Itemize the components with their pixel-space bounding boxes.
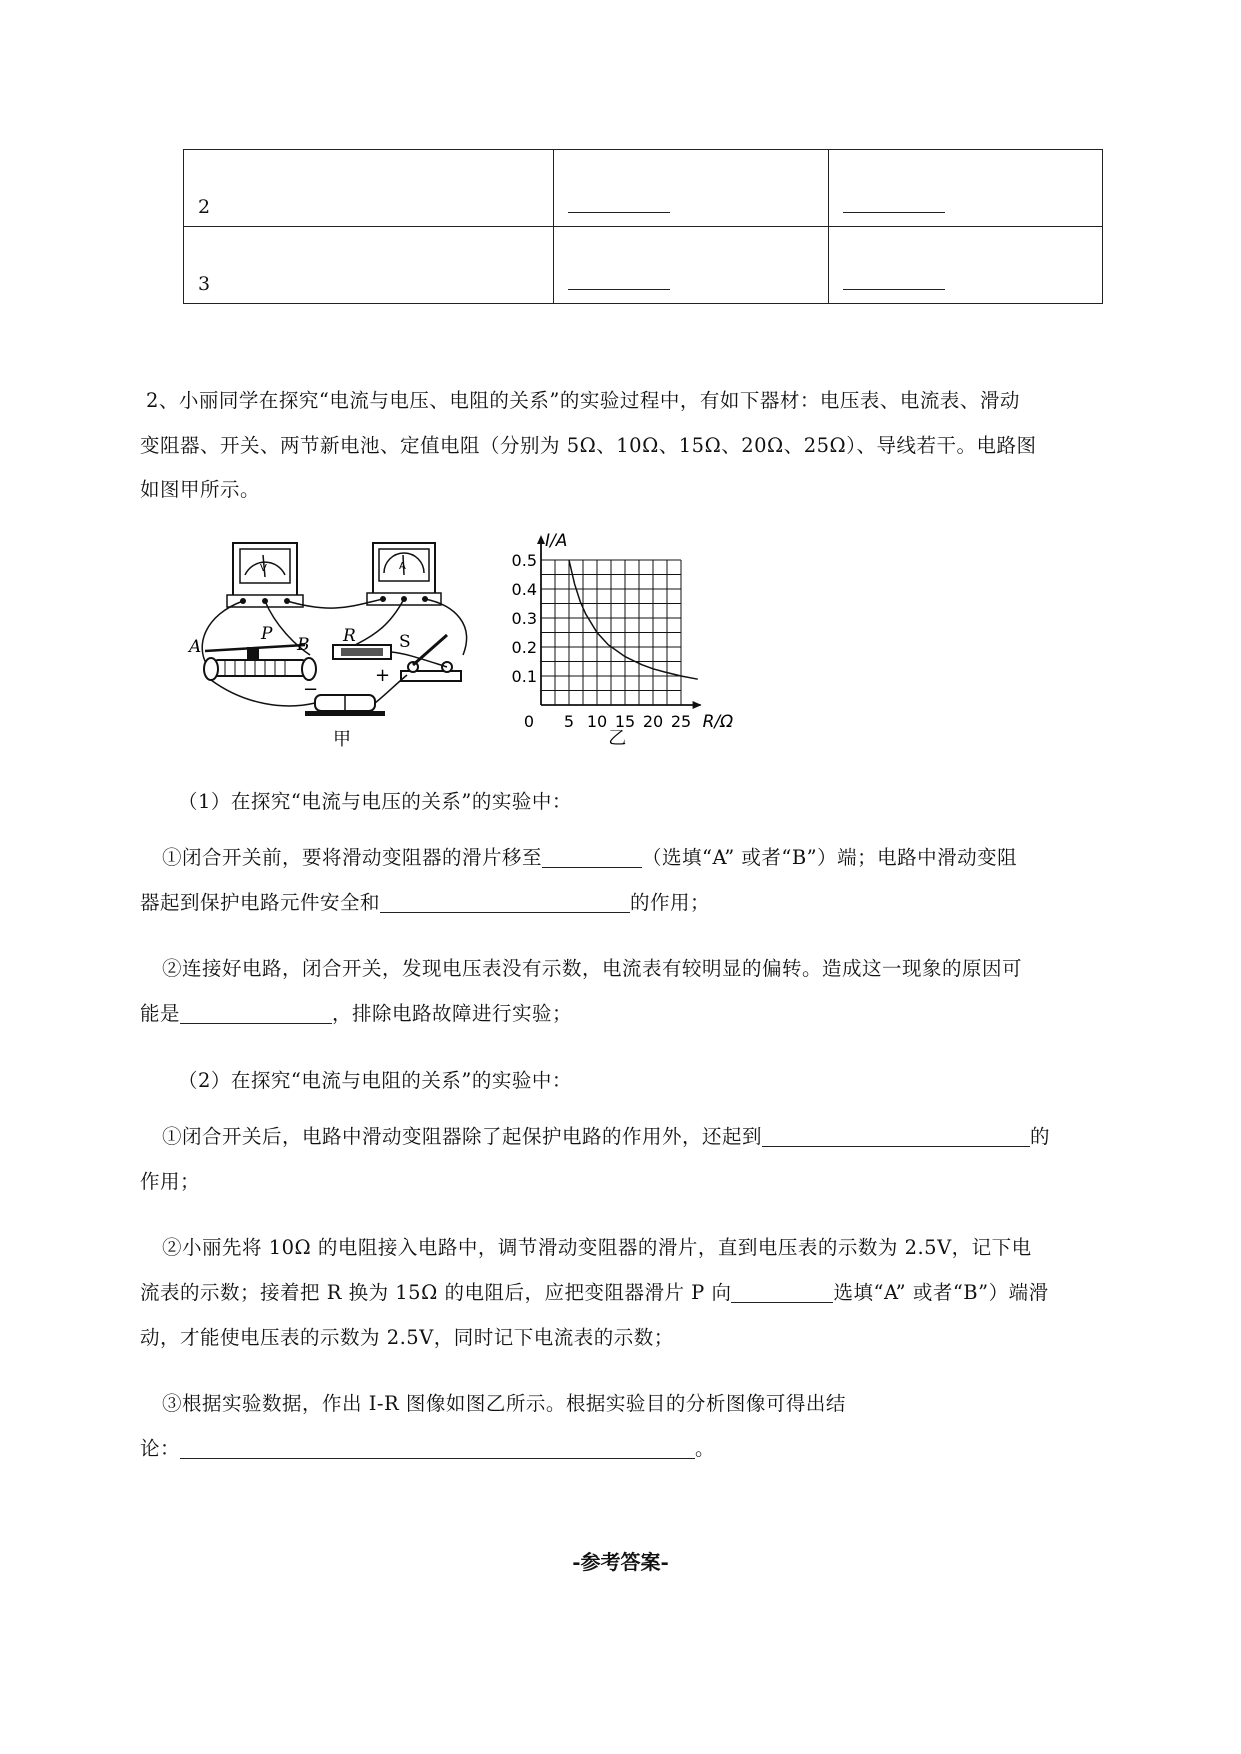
chart-x-tick-label: 10 xyxy=(586,712,608,731)
text: 器起到保护电路元件安全和 xyxy=(140,891,381,914)
answer-blank[interactable] xyxy=(843,288,945,290)
answer-blank-cell[interactable] xyxy=(554,150,829,227)
chart-caption: 乙 xyxy=(608,728,627,749)
answer-blank-cell[interactable] xyxy=(829,227,1103,304)
switch-label-S: S xyxy=(399,632,411,652)
resistor-icon xyxy=(333,645,391,659)
part-2a-line-1 xyxy=(162,1121,1050,1149)
text: （选填“A” 或者“B”）端；电路中滑动变阻 xyxy=(642,846,1018,869)
chart-y-tick-label: 0.4 xyxy=(511,580,537,599)
part-2c-line-1: ③根据实验数据，作出 I-R 图像如图乙所示。根据实验目的分析图像可得出结 xyxy=(162,1392,846,1415)
resistor-label-R: R xyxy=(343,626,356,646)
answer-blank-cell[interactable] xyxy=(829,150,1103,227)
answer-blank[interactable] xyxy=(380,892,630,913)
rheostat-label-B: B xyxy=(297,635,310,655)
text: 的 xyxy=(1030,1125,1051,1148)
chart-axes xyxy=(537,535,702,709)
chart-x-tick-label: 0 xyxy=(523,712,535,731)
circuit-diagram-jia xyxy=(185,535,505,755)
part-1b-line-1: ②连接好电路，闭合开关，发现电压表没有示数，电流表有较明显的偏转。造成这一现象的原因可 xyxy=(162,957,1023,980)
rheostat-label-A: A xyxy=(189,637,202,657)
table-row xyxy=(184,150,1103,227)
answer-blank[interactable] xyxy=(843,211,945,213)
chart-x-tick-label: 5 xyxy=(563,712,575,731)
rheostat-label-P: P xyxy=(261,624,273,644)
chart-ticks xyxy=(512,551,692,731)
text: ①闭合开关后，电路中滑动变阻器除了起保护电路的作用外，还起到 xyxy=(162,1125,763,1148)
table-row xyxy=(184,227,1103,304)
part-2-title: （2）在探究“电流与电阻的关系”的实验中： xyxy=(178,1069,572,1092)
chart-grid xyxy=(541,560,681,705)
text: 选填“A” 或者“B”）端滑 xyxy=(833,1281,1049,1304)
chart-y-tick-label: 0.2 xyxy=(511,638,537,657)
part-2c-line-2 xyxy=(140,1433,715,1461)
part-1a-line-1 xyxy=(162,842,1017,870)
chart-x-axis-label: R/Ω xyxy=(702,712,734,732)
data-table xyxy=(183,149,1103,304)
question-2-intro-line: 2、小丽同学在探究“电流与电压、电阻的关系”的实验过程中，有如下器材：电压表、电流表、滑动 xyxy=(146,389,1020,412)
ammeter-icon xyxy=(367,543,441,605)
voltmeter-label: V xyxy=(260,563,267,574)
text: 能是 xyxy=(140,1002,181,1025)
answer-blank[interactable] xyxy=(731,1282,833,1303)
question-2-intro-line: 变阻器、开关、两节新电池、定值电阻（分别为 5Ω、10Ω、15Ω、20Ω、25Ω）、导线若干。电路图 xyxy=(140,434,1037,457)
part-2a-line-2: 作用； xyxy=(140,1170,201,1193)
ammeter-label: A xyxy=(399,561,406,572)
chart-x-tick-label: 25 xyxy=(670,712,692,731)
chart-y-tick-label: 0.1 xyxy=(511,667,537,686)
answer-blank[interactable] xyxy=(568,211,670,213)
answer-blank-cell[interactable] xyxy=(554,227,829,304)
figure-caption-jia: 甲 xyxy=(333,729,351,750)
question-2-intro-line: 如图甲所示。 xyxy=(140,478,261,501)
chart-x-tick-label: 20 xyxy=(642,712,664,731)
text: 论： xyxy=(140,1437,181,1460)
chart-y-tick-label: 0.3 xyxy=(511,609,537,628)
part-2b-line-1: ②小丽先将 10Ω 的电阻接入电路中，调节滑动变阻器的滑片，直到电压表的示数为 2.5V，记下电 xyxy=(162,1236,1032,1259)
battery-minus: − xyxy=(303,679,319,700)
voltmeter-icon xyxy=(227,543,303,607)
answer-section-heading: -参考答案- xyxy=(572,1550,669,1574)
chart-y-axis-arrow xyxy=(537,535,545,544)
text: 的作用； xyxy=(630,891,711,914)
text: 流表的示数；接着把 R 换为 15Ω 的电阻后，应把变阻器滑片 P 向 xyxy=(140,1281,732,1304)
part-1b-line-2 xyxy=(140,998,572,1026)
chart-x-axis-arrow xyxy=(693,701,702,709)
part-2b-line-2 xyxy=(140,1277,1049,1305)
part-2b-line-3: 动，才能使电压表的示数为 2.5V，同时记下电流表的示数； xyxy=(140,1326,674,1349)
answer-blank[interactable] xyxy=(762,1126,1030,1147)
chart-x-tick-label: 15 xyxy=(614,712,636,731)
table-cell-index: 3 xyxy=(184,227,554,304)
battery-plus: + xyxy=(375,665,391,686)
answer-blank[interactable] xyxy=(180,1438,695,1459)
ir-chart xyxy=(505,530,735,755)
part-1-title: （1）在探究“电流与电压的关系”的实验中： xyxy=(178,790,572,813)
answer-blank[interactable] xyxy=(542,847,642,868)
answer-blank[interactable] xyxy=(180,1003,332,1024)
text: 。 xyxy=(695,1437,716,1460)
text: ，排除电路故障进行实验； xyxy=(332,1002,573,1025)
table-cell-index: 2 xyxy=(184,150,554,227)
part-1a-line-2 xyxy=(140,887,710,915)
text: ①闭合开关前，要将滑动变阻器的滑片移至 xyxy=(162,846,543,869)
chart-y-tick-label: 0.5 xyxy=(511,551,537,570)
chart-y-axis-label: I/A xyxy=(545,531,568,551)
answer-blank[interactable] xyxy=(568,288,670,290)
